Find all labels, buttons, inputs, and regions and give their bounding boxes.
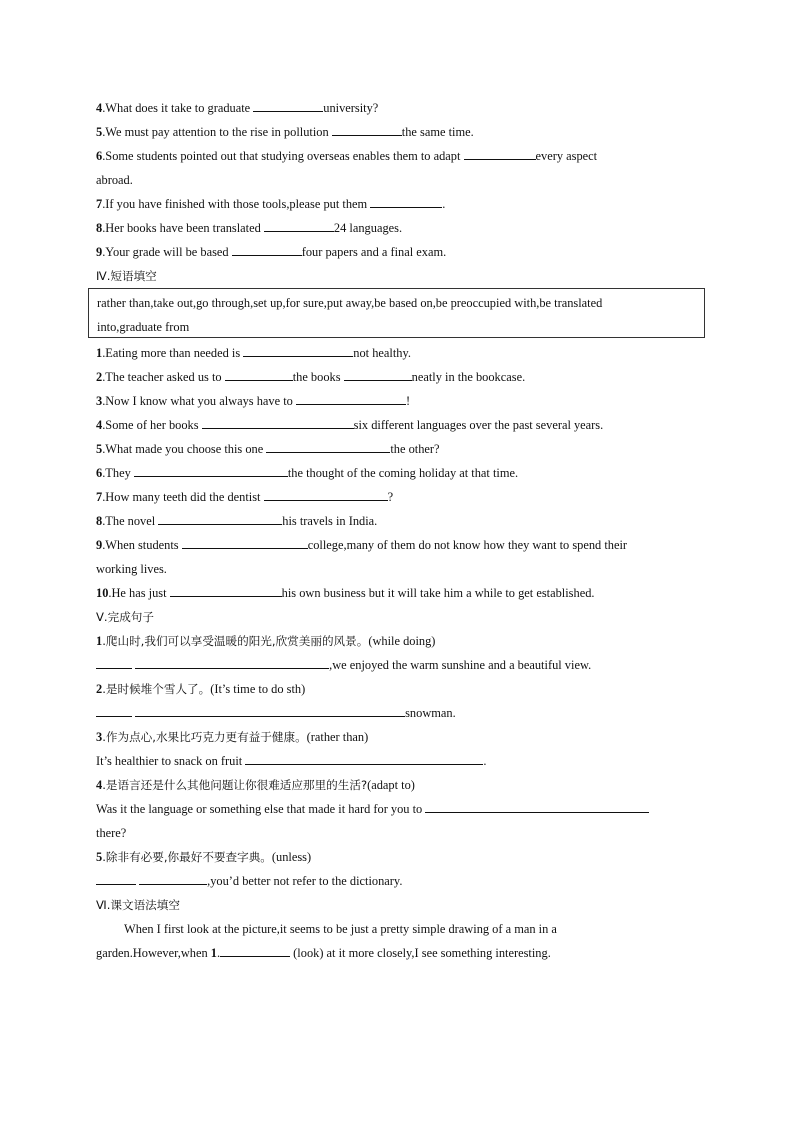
question-s3-6-cont: abroad.: [96, 173, 133, 187]
question-s4-8: 8.The novel his travels in India.: [96, 514, 378, 528]
answer-s5-4-cont: there?: [96, 826, 127, 840]
answer-blank[interactable]: [96, 705, 132, 717]
answer-blank[interactable]: [134, 465, 288, 477]
answer-blank[interactable]: [253, 100, 323, 112]
question-s4-10: 10.He has just his own business but it will take him a while to get established.: [96, 586, 595, 600]
question-s4-6: 6.They the thought of the coming holiday at that time.: [96, 466, 519, 480]
answer-blank[interactable]: [296, 393, 406, 405]
phrase-box: [88, 288, 705, 338]
question-s3-8: 8.Her books have been translated 24 languages.: [96, 221, 403, 235]
question-s3-5: 5.We must pay attention to the rise in pollution the same time.: [96, 125, 474, 139]
question-s4-1: 1.Eating more than needed is not healthy.: [96, 346, 411, 360]
answer-blank[interactable]: [135, 657, 329, 669]
phrase-list-line-2: into,graduate from: [97, 320, 190, 334]
question-s5-1: 1.爬山时,我们可以享受温暖的阳光,欣赏美丽的风景。(while doing): [96, 634, 436, 648]
answer-blank[interactable]: [96, 873, 136, 885]
question-s5-5: 5.除非有必要,你最好不要查字典。(unless): [96, 850, 312, 864]
question-s5-4: 4.是语言还是什么其他问题让你很难适应那里的生活?(adapt to): [96, 778, 415, 792]
passage-line-2: garden.However,when 1. (look) at it more closely,I see something interesting.: [96, 946, 551, 960]
answer-blank[interactable]: [170, 585, 282, 597]
answer-blank[interactable]: [158, 513, 282, 525]
answer-blank[interactable]: [225, 369, 293, 381]
passage-line-1: When I first look at the picture,it seems to be just a pretty simple drawing of a man in a: [124, 922, 557, 936]
answer-blank[interactable]: [425, 801, 649, 813]
answer-blank[interactable]: [96, 657, 132, 669]
answer-blank[interactable]: [264, 220, 334, 232]
answer-blank[interactable]: [264, 489, 388, 501]
answer-blank[interactable]: [245, 753, 483, 765]
question-s3-7: 7.If you have finished with those tools,please put them .: [96, 197, 446, 211]
question-s4-3: 3.Now I know what you always have to !: [96, 394, 411, 408]
question-s4-4: 4.Some of her books six different languages over the past several years.: [96, 418, 604, 432]
answer-s5-5: ,you’d better not refer to the dictionary.: [96, 873, 704, 889]
answer-blank[interactable]: [135, 705, 405, 717]
section-4-title: Ⅳ.短语填空: [96, 269, 157, 283]
answer-blank[interactable]: [332, 124, 402, 136]
answer-blank[interactable]: [182, 537, 308, 549]
question-s5-3: 3.作为点心,水果比巧克力更有益于健康。(rather than): [96, 730, 369, 744]
question-s4-9: 9.When students college,many of them do not know how they want to spend their: [96, 538, 628, 552]
question-s4-2: 2.The teacher asked us to the books neatly in the bookcase.: [96, 370, 526, 384]
question-s5-2: 2.是时候堆个雪人了。(It’s time to do sth): [96, 682, 306, 696]
question-s3-6: 6.Some students pointed out that studying overseas enables them to adapt every aspect: [96, 149, 598, 163]
answer-blank[interactable]: [370, 196, 442, 208]
answer-s5-2: snowman.: [96, 705, 704, 721]
question-s4-5: 5.What made you choose this one the other?: [96, 442, 440, 456]
answer-blank[interactable]: [202, 417, 354, 429]
answer-blank[interactable]: [139, 873, 207, 885]
phrase-list-line-1: rather than,take out,go through,set up,for sure,put away,be based on,be preoccupied with,be translated: [97, 296, 603, 310]
answer-s5-3: It’s healthier to snack on fruit .: [96, 754, 487, 768]
question-s4-7: 7.How many teeth did the dentist ?: [96, 490, 394, 504]
section-5-title: Ⅴ.完成句子: [96, 610, 154, 624]
answer-s5-1: ,we enjoyed the warm sunshine and a beautiful view.: [96, 657, 704, 673]
answer-s5-4: Was it the language or something else that made it hard for you to: [96, 801, 704, 817]
section-6-title: Ⅵ.课文语法填空: [96, 898, 180, 912]
answer-blank[interactable]: [220, 945, 290, 957]
answer-blank[interactable]: [232, 244, 302, 256]
answer-blank[interactable]: [344, 369, 412, 381]
question-s3-4: 4.What does it take to graduate university?: [96, 101, 379, 115]
question-s4-9-cont: working lives.: [96, 562, 167, 576]
answer-blank[interactable]: [464, 148, 536, 160]
answer-blank[interactable]: [266, 441, 390, 453]
question-s3-9: 9.Your grade will be based four papers and a final exam.: [96, 245, 447, 259]
answer-blank[interactable]: [243, 345, 353, 357]
